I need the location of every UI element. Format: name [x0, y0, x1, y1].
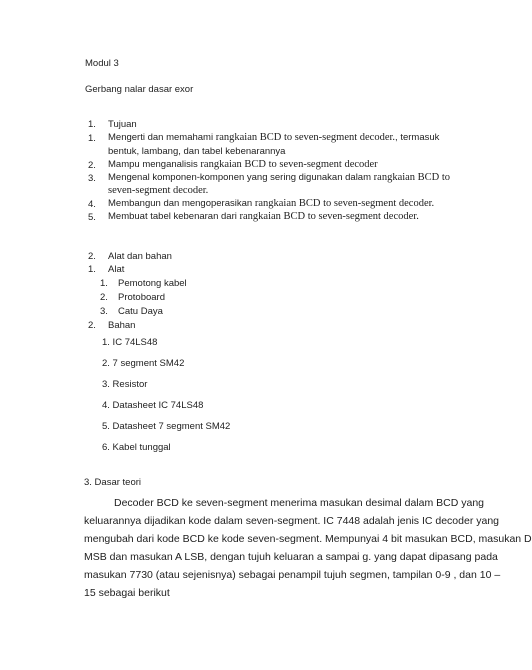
- list-item-text: 1. IC 74LS48: [102, 337, 158, 348]
- paragraph-line: mengubah dari kode BCD ke kode seven-segment. Mempunyai 4 bit masukan BCD, masukan D: [84, 533, 532, 545]
- paragraph-line: Decoder BCD ke seven-segment menerima masukan desimal dalam BCD yang: [114, 497, 484, 509]
- list-item-number: 3.: [100, 306, 108, 317]
- subsection-number: 1.: [88, 264, 96, 275]
- list-item-text: Mengenal komponen-komponen yang sering digunakan dalam rangkaian BCD to: [108, 172, 451, 183]
- section-number: 1.: [88, 119, 96, 130]
- paragraph-line: MSB dan masukan A LSB, dengan tujuh keluaran a sampai g. yang dapat dipasang pada: [84, 551, 498, 563]
- paragraph-line: keluarannya dijadikan kode dalam seven-segment. IC 7448 adalah jenis IC decoder yang: [84, 515, 500, 527]
- section-heading-tujuan: Tujuan: [108, 119, 137, 130]
- list-item-text: 2. 7 segment SM42: [102, 358, 185, 369]
- list-item-text: Catu Daya: [118, 306, 163, 317]
- subsection-number: 2.: [88, 320, 96, 331]
- list-item-number: 5.: [88, 212, 96, 223]
- subsection-heading-bahan: Bahan: [108, 320, 136, 331]
- list-item-text: Mampu menganalisis rangkaian BCD to seven-segment decoder: [108, 159, 378, 170]
- list-item-number: 1.: [100, 278, 108, 289]
- list-item-continuation: bentuk, lambang, dan tabel kebenarannya: [108, 146, 286, 157]
- list-item-text: Membuat tabel kebenaran dari rangkaian BCD to seven-segment decoder.: [108, 211, 419, 222]
- paragraph-line: 15 sebagai berikut: [84, 587, 170, 599]
- subsection-heading-alat: Alat: [108, 264, 125, 275]
- list-item-text: Pemotong kabel: [118, 278, 187, 289]
- list-item-text: Membangun dan mengoperasikan rangkaian BCD to seven-segment decoder.: [108, 198, 435, 209]
- paragraph-line: masukan 7730 (atau sejenisnya) sebagai penampil tujuh segmen, tampilan 0-9 , dan 10 –: [84, 569, 501, 581]
- list-item-text: 4. Datasheet IC 74LS48: [102, 400, 204, 411]
- list-item-number: 3.: [88, 173, 96, 184]
- list-item-number: 2.: [100, 292, 108, 303]
- section-heading-dasar-teori: 3. Dasar teori: [84, 477, 142, 488]
- document-title: Gerbang nalar dasar exor: [85, 84, 194, 95]
- section-heading-alat-bahan: Alat dan bahan: [108, 251, 172, 262]
- list-item-text: Protoboard: [118, 292, 166, 303]
- list-item-continuation: seven-segment decoder.: [108, 185, 209, 196]
- list-item-text: 5. Datasheet 7 segment SM42: [102, 421, 231, 432]
- list-item-number: 2.: [88, 160, 96, 171]
- module-label: Modul 3: [85, 58, 119, 69]
- list-item-text: Mengerti dan memahami rangkaian BCD to seven-segment decoder., termasuk: [108, 132, 440, 143]
- list-item-number: 1.: [88, 133, 96, 144]
- list-item-number: 4.: [88, 199, 96, 210]
- list-item-text: 6. Kabel tunggal: [102, 442, 171, 453]
- list-item-text: 3. Resistor: [102, 379, 148, 390]
- section-number: 2.: [88, 251, 96, 262]
